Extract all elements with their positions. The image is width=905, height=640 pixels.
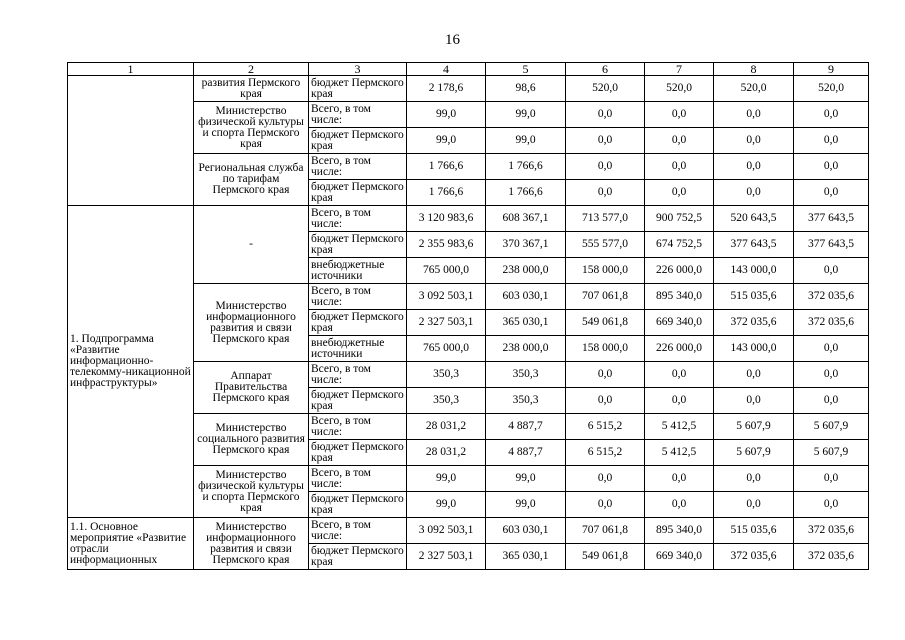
amount-cell: 377 643,5	[794, 232, 869, 258]
amount-cell: 0,0	[794, 154, 869, 180]
amount-cell: 350,3	[407, 362, 486, 388]
amount-cell: 0,0	[794, 128, 869, 154]
amount-cell: 0,0	[794, 388, 869, 414]
executor-cell: Региональная служба по тарифам Пермского края	[194, 154, 309, 206]
executor-cell: развития Пермского края	[194, 76, 309, 102]
column-number: 7	[645, 63, 714, 76]
amount-cell: 28 031,2	[407, 440, 486, 466]
amount-cell: 372 035,6	[794, 518, 869, 544]
source-cell: бюджет Пермского края	[309, 492, 407, 518]
column-number: 3	[309, 63, 407, 76]
table-row	[68, 206, 869, 232]
amount-cell: 674 752,5	[645, 232, 714, 258]
amount-cell: 5 607,9	[794, 440, 869, 466]
amount-cell: 158 000,0	[566, 258, 645, 284]
column-number: 5	[486, 63, 566, 76]
amount-cell: 350,3	[407, 388, 486, 414]
column-number: 2	[194, 63, 309, 76]
amount-cell: 515 035,6	[714, 518, 794, 544]
amount-cell: 238 000,0	[486, 258, 566, 284]
amount-cell: 365 030,1	[486, 544, 566, 570]
amount-cell: 98,6	[486, 76, 566, 102]
amount-cell: 143 000,0	[714, 336, 794, 362]
amount-cell: 99,0	[407, 492, 486, 518]
amount-cell: 3 092 503,1	[407, 284, 486, 310]
amount-cell: 99,0	[407, 466, 486, 492]
amount-cell: 5 607,9	[714, 440, 794, 466]
column-number: 8	[714, 63, 794, 76]
source-cell: бюджет Пермского края	[309, 440, 407, 466]
amount-cell: 377 643,5	[714, 232, 794, 258]
amount-cell: 0,0	[794, 362, 869, 388]
amount-cell: 377 643,5	[794, 206, 869, 232]
amount-cell: 4 887,7	[486, 440, 566, 466]
amount-cell: 0,0	[645, 154, 714, 180]
amount-cell: 520,0	[794, 76, 869, 102]
amount-cell: 0,0	[714, 362, 794, 388]
source-cell: внебюджетные источники	[309, 258, 407, 284]
column-number: 4	[407, 63, 486, 76]
amount-cell: 2 327 503,1	[407, 310, 486, 336]
program-cell: 1. Подпрограмма «Развитие информационно-телекомму-никационной инфраструктуры»	[68, 206, 194, 518]
amount-cell: 0,0	[566, 388, 645, 414]
source-cell: внебюджетные источники	[309, 336, 407, 362]
amount-cell: 226 000,0	[645, 336, 714, 362]
executor-cell: -	[194, 206, 309, 284]
source-cell: бюджет Пермского края	[309, 544, 407, 570]
source-cell: Всего, в том числе:	[309, 362, 407, 388]
amount-cell: 0,0	[566, 362, 645, 388]
source-cell: Всего, в том числе:	[309, 102, 407, 128]
amount-cell: 2 178,6	[407, 76, 486, 102]
amount-cell: 515 035,6	[714, 284, 794, 310]
source-cell: Всего, в том числе:	[309, 518, 407, 544]
column-number: 6	[566, 63, 645, 76]
amount-cell: 895 340,0	[645, 518, 714, 544]
amount-cell: 0,0	[714, 128, 794, 154]
amount-cell: 2 355 983,6	[407, 232, 486, 258]
program-cell: 1.1. Основное мероприятие «Развитие отрасли информационных	[68, 518, 194, 570]
executor-cell: Министерство физической культуры и спорта Пермского края	[194, 102, 309, 154]
amount-cell: 5 607,9	[794, 414, 869, 440]
source-cell: бюджет Пермского края	[309, 128, 407, 154]
executor-cell: Министерство физической культуры и спорта Пермского края	[194, 466, 309, 518]
budget-table	[67, 62, 869, 570]
amount-cell: 0,0	[645, 466, 714, 492]
amount-cell: 0,0	[714, 154, 794, 180]
amount-cell: 1 766,6	[407, 180, 486, 206]
amount-cell: 99,0	[486, 466, 566, 492]
amount-cell: 0,0	[794, 336, 869, 362]
source-cell: Всего, в том числе:	[309, 154, 407, 180]
amount-cell: 0,0	[794, 466, 869, 492]
amount-cell: 707 061,8	[566, 284, 645, 310]
amount-cell: 1 766,6	[486, 154, 566, 180]
amount-cell: 0,0	[645, 362, 714, 388]
source-cell: бюджет Пермского края	[309, 388, 407, 414]
amount-cell: 669 340,0	[645, 544, 714, 570]
executor-cell: Аппарат Правительства Пермского края	[194, 362, 309, 414]
amount-cell: 0,0	[566, 154, 645, 180]
amount-cell: 549 061,8	[566, 310, 645, 336]
amount-cell: 765 000,0	[407, 258, 486, 284]
source-cell: бюджет Пермского края	[309, 76, 407, 102]
amount-cell: 0,0	[566, 492, 645, 518]
amount-cell: 5 412,5	[645, 414, 714, 440]
amount-cell: 0,0	[645, 388, 714, 414]
source-cell: Всего, в том числе:	[309, 284, 407, 310]
amount-cell: 520,0	[645, 76, 714, 102]
amount-cell: 549 061,8	[566, 544, 645, 570]
source-cell: Всего, в том числе:	[309, 414, 407, 440]
source-cell: бюджет Пермского края	[309, 180, 407, 206]
amount-cell: 99,0	[407, 128, 486, 154]
amount-cell: 520 643,5	[714, 206, 794, 232]
amount-cell: 0,0	[645, 180, 714, 206]
amount-cell: 6 515,2	[566, 414, 645, 440]
amount-cell: 0,0	[645, 492, 714, 518]
amount-cell: 372 035,6	[794, 284, 869, 310]
program-cell	[68, 76, 194, 206]
amount-cell: 99,0	[486, 102, 566, 128]
amount-cell: 0,0	[714, 466, 794, 492]
amount-cell: 372 035,6	[794, 544, 869, 570]
amount-cell: 370 367,1	[486, 232, 566, 258]
amount-cell: 603 030,1	[486, 284, 566, 310]
amount-cell: 4 887,7	[486, 414, 566, 440]
amount-cell: 0,0	[714, 388, 794, 414]
amount-cell: 350,3	[486, 362, 566, 388]
amount-cell: 707 061,8	[566, 518, 645, 544]
amount-cell: 0,0	[566, 128, 645, 154]
source-cell: бюджет Пермского края	[309, 310, 407, 336]
amount-cell: 0,0	[714, 492, 794, 518]
amount-cell: 372 035,6	[714, 544, 794, 570]
amount-cell: 895 340,0	[645, 284, 714, 310]
source-cell: Всего, в том числе:	[309, 206, 407, 232]
source-cell: бюджет Пермского края	[309, 232, 407, 258]
amount-cell: 520,0	[714, 76, 794, 102]
amount-cell: 99,0	[407, 102, 486, 128]
amount-cell: 99,0	[486, 492, 566, 518]
amount-cell: 0,0	[645, 128, 714, 154]
source-cell: Всего, в том числе:	[309, 466, 407, 492]
amount-cell: 3 120 983,6	[407, 206, 486, 232]
amount-cell: 372 035,6	[794, 310, 869, 336]
amount-cell: 226 000,0	[645, 258, 714, 284]
table-row	[68, 518, 869, 544]
column-number: 1	[68, 63, 194, 76]
amount-cell: 158 000,0	[566, 336, 645, 362]
amount-cell: 143 000,0	[714, 258, 794, 284]
amount-cell: 5 607,9	[714, 414, 794, 440]
amount-cell: 0,0	[714, 180, 794, 206]
amount-cell: 0,0	[794, 492, 869, 518]
amount-cell: 0,0	[645, 102, 714, 128]
amount-cell: 350,3	[486, 388, 566, 414]
amount-cell: 603 030,1	[486, 518, 566, 544]
amount-cell: 713 577,0	[566, 206, 645, 232]
amount-cell: 0,0	[794, 102, 869, 128]
amount-cell: 3 092 503,1	[407, 518, 486, 544]
amount-cell: 365 030,1	[486, 310, 566, 336]
amount-cell: 608 367,1	[486, 206, 566, 232]
amount-cell: 6 515,2	[566, 440, 645, 466]
amount-cell: 5 412,5	[645, 440, 714, 466]
amount-cell: 900 752,5	[645, 206, 714, 232]
amount-cell: 0,0	[794, 180, 869, 206]
column-number-row	[68, 63, 869, 76]
amount-cell: 238 000,0	[486, 336, 566, 362]
amount-cell: 555 577,0	[566, 232, 645, 258]
amount-cell: 765 000,0	[407, 336, 486, 362]
amount-cell: 520,0	[566, 76, 645, 102]
executor-cell: Министерство информационного развития и связи Пермского края	[194, 518, 309, 570]
column-number: 9	[794, 63, 869, 76]
amount-cell: 0,0	[714, 102, 794, 128]
amount-cell: 0,0	[566, 102, 645, 128]
table-row	[68, 76, 869, 102]
amount-cell: 2 327 503,1	[407, 544, 486, 570]
amount-cell: 0,0	[566, 466, 645, 492]
amount-cell: 99,0	[486, 128, 566, 154]
amount-cell: 0,0	[566, 180, 645, 206]
amount-cell: 0,0	[794, 258, 869, 284]
amount-cell: 372 035,6	[714, 310, 794, 336]
amount-cell: 669 340,0	[645, 310, 714, 336]
executor-cell: Министерство социального развития Пермского края	[194, 414, 309, 466]
amount-cell: 28 031,2	[407, 414, 486, 440]
amount-cell: 1 766,6	[407, 154, 486, 180]
amount-cell: 1 766,6	[486, 180, 566, 206]
page-number: 16	[445, 32, 460, 48]
executor-cell: Министерство информационного развития и связи Пермского края	[194, 284, 309, 362]
